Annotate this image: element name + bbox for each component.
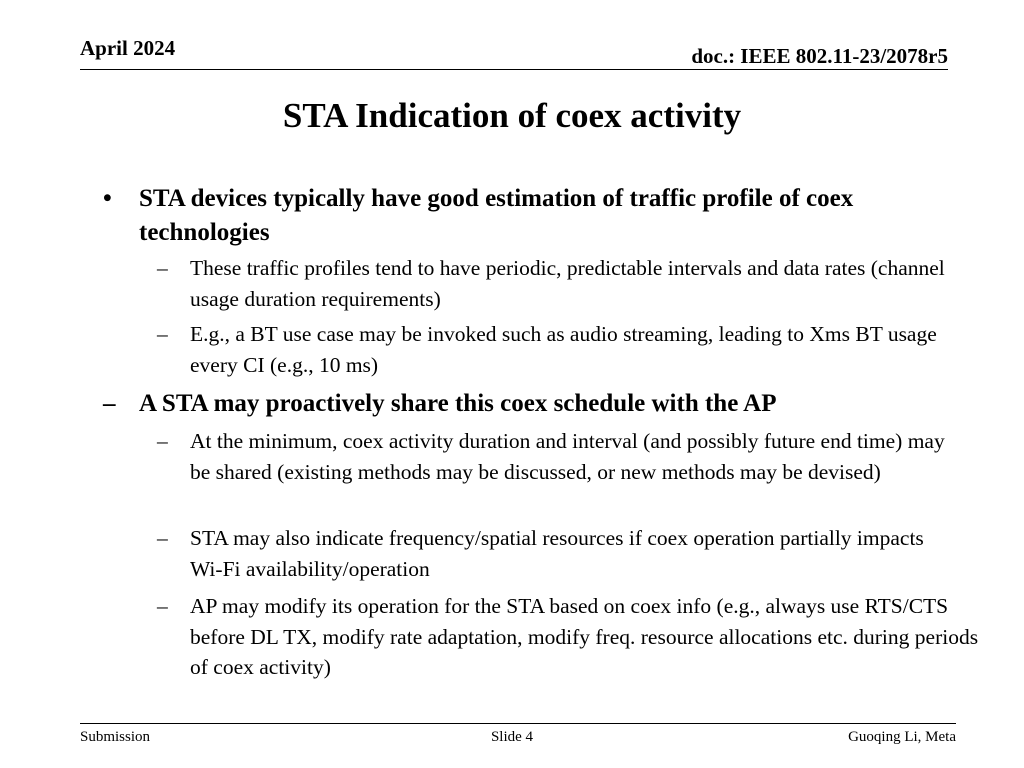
- sub-bullet-text: STA may also indicate frequency/spatial resources if coex operation partially impacts Wi-Fi availability/operation: [190, 526, 924, 581]
- sub-bullet-marker: –: [157, 526, 168, 550]
- footer-submission: Submission: [80, 729, 151, 745]
- bullet-text: STA devices typically have good estimation of traffic profile of coex technologies: [139, 185, 854, 246]
- sub-bullet-text: E.g., a BT use case may be invoked such as audio streaming, leading to Xms BT usage every CI (e.g., 10 ms): [190, 322, 937, 377]
- footer-author: Guoqing Li, Meta: [848, 729, 956, 745]
- sub-bullet-marker: –: [157, 322, 168, 346]
- footer-slide-number: Slide 4: [490, 729, 534, 745]
- sub-bullet-marker: –: [157, 429, 168, 453]
- header-date: April 2024: [80, 36, 176, 60]
- sub-bullet-marker: –: [157, 594, 168, 618]
- sub-bullet-text: These traffic profiles tend to have periodic, predictable intervals and data rates (channel usage duration requirements): [190, 256, 945, 311]
- sub-bullet-text: AP may modify its operation for the STA based on coex info (e.g., always use RTS/CTS before DL TX, modify rate adaptation, modify freq. resource allocations etc. during periods of coex activity): [190, 594, 979, 679]
- header-doc-id: doc.: IEEE 802.11-23/2078r5: [691, 44, 948, 68]
- sub-bullet-marker: –: [157, 256, 168, 280]
- bullet-text: A STA may proactively share this coex schedule with the AP: [139, 390, 777, 417]
- bullet-marker: –: [103, 390, 116, 417]
- bullet-marker: •: [103, 185, 112, 212]
- slide-title: STA Indication of coex activity: [282, 96, 742, 135]
- footer-rule: [80, 723, 956, 724]
- header-rule: [80, 69, 948, 70]
- sub-bullet-text: At the minimum, coex activity duration and interval (and possibly future end time) may be shared (existing methods may be discussed, or new methods may be devised): [190, 429, 945, 484]
